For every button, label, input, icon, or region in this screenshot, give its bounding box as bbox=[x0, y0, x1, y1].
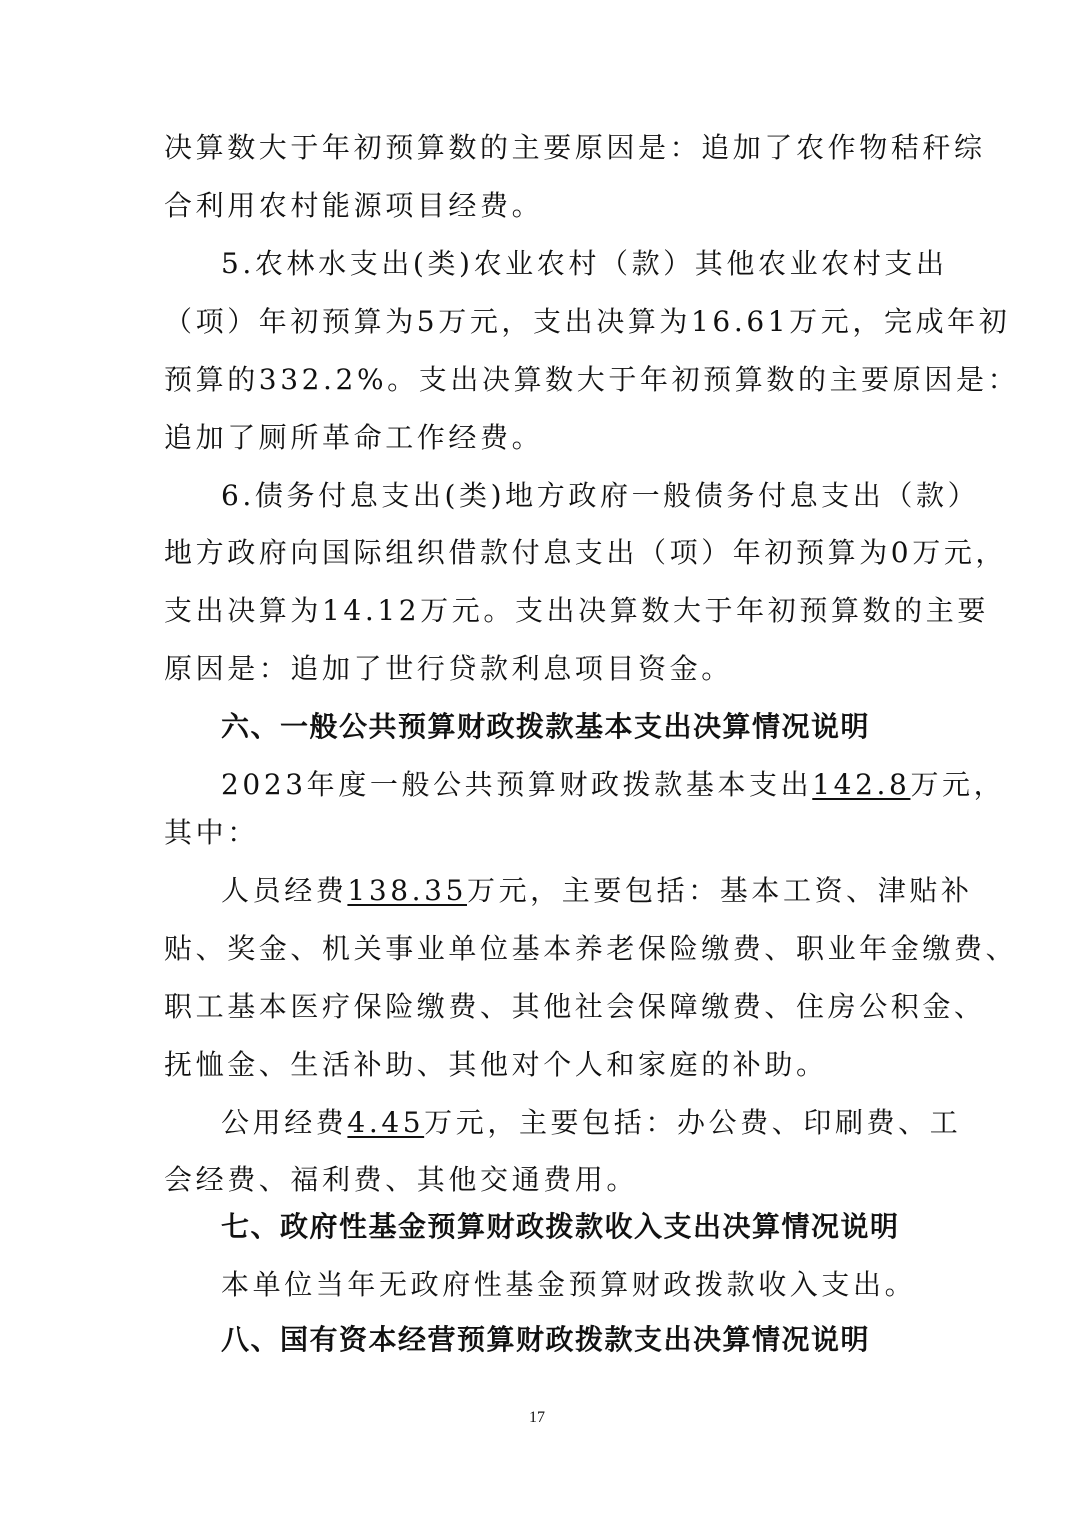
text-line: 预算的332.2%。支出决算数大于年初预算数的主要原因是： bbox=[164, 363, 1020, 396]
basic-expenditure-text: 2023年度一般公共预算财政拨款基本支出 bbox=[221, 768, 813, 801]
text-line: （项）年初预算为5万元，支出决算为16.61万元，完成年初 bbox=[164, 305, 1011, 338]
page-number: 17 bbox=[529, 1409, 545, 1426]
text-line: 其中： bbox=[164, 816, 259, 849]
text-line: 合利用农村能源项目经费。 bbox=[164, 189, 544, 222]
text-line: 贴、奖金、机关事业单位基本养老保险缴费、职业年金缴费、 bbox=[164, 932, 1018, 965]
text-line: 支出决算为14.12万元。支出决算数大于年初预算数的主要 bbox=[164, 594, 989, 627]
public-expense-line bbox=[221, 1103, 981, 1143]
text-line: 地方政府向国际组织借款付息支出（项）年初预算为0万元， bbox=[164, 536, 1008, 569]
text-line: 会经费、福利费、其他交通费用。 bbox=[164, 1163, 639, 1196]
item-5-line: 5.农林水支出(类)农业农村（款）其他农业农村支出 bbox=[221, 247, 948, 280]
section-heading-6: 六、一般公共预算财政拨款基本支出决算情况说明 bbox=[221, 710, 871, 743]
basic-expenditure-line bbox=[221, 765, 1006, 805]
personnel-expense-amount: 138.35 bbox=[347, 874, 467, 907]
item-6-line: 6.债务付息支出(类)地方政府一般债务付息支出（款） bbox=[221, 479, 980, 512]
public-expense-label: 公用经费 bbox=[221, 1106, 348, 1139]
text-line: 决算数大于年初预算数的主要原因是：追加了农作物秸秆综 bbox=[164, 131, 986, 164]
text-line: 本单位当年无政府性基金预算财政拨款收入支出。 bbox=[221, 1268, 917, 1301]
section-heading-8: 八、国有资本经营预算财政拨款支出决算情况说明 bbox=[221, 1323, 871, 1356]
text-line: 原因是：追加了世行贷款利息项目资金。 bbox=[164, 652, 733, 685]
basic-expenditure-amount: 142.8 bbox=[812, 768, 911, 801]
personnel-expense-text: 万元，主要包括：基本工资、津贴补 bbox=[466, 874, 973, 907]
text-line: 抚恤金、生活补助、其他对个人和家庭的补助。 bbox=[164, 1048, 828, 1081]
section-heading-7: 七、政府性基金预算财政拨款收入支出决算情况说明 bbox=[221, 1210, 900, 1243]
basic-expenditure-unit: 万元， bbox=[910, 768, 1006, 801]
public-expense-amount: 4.45 bbox=[347, 1106, 425, 1139]
public-expense-text: 万元，主要包括：办公费、印刷费、工 bbox=[424, 1106, 962, 1139]
text-line: 职工基本医疗保险缴费、其他社会保障缴费、住房公积金、 bbox=[164, 990, 986, 1023]
personnel-expense-line bbox=[221, 871, 981, 911]
personnel-expense-label: 人员经费 bbox=[221, 874, 348, 907]
text-line: 追加了厕所革命工作经费。 bbox=[164, 421, 544, 454]
